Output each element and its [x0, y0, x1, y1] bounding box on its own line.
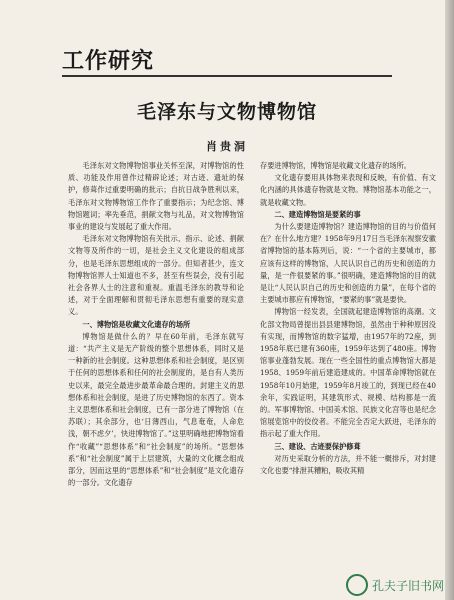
left-column	[68, 160, 244, 489]
seal-icon	[346, 574, 368, 596]
article-title: 毛泽东与文物博物馆	[136, 101, 317, 123]
section-rule	[62, 75, 392, 77]
watermark-text: 孔夫子旧书网	[371, 578, 444, 593]
paragraph: 毛泽东对文物博物馆事业关怀至深，对博物馆的性质、功能及作用曾作过精辟论述；对古迹、遗址的保护，修葺作过重要明确的批示；自抗日战争胜利以来，毛泽东对文物博物馆工作作了重要指示；为纪念馆、博物馆题词；率先垂范，捐献文物与礼品，对文物博物馆事业的建设与发展起了重大作用。	[68, 161, 244, 232]
paragraph: 为什么要建造博物馆？建造博物馆的目的与价值何在？在什么地方建？1958年9月17日当毛泽东视察安徽省博物馆的基本陈列后，说：“一个省的主要城市，都应该有这样的博物馆，人民认识自己的历史和创造的力量，是一件很要紧的事。”很明确，建造博物馆的目的就是让“人民认识自己的历史和创造的力量”，在每个省的主要城市都应有博物馆，“要紧的事”就是要快。	[260, 222, 436, 305]
watermark	[346, 574, 444, 596]
paragraph: 对历史采取分析的方法，并不能一概排斥，对封建文化也要“排泄其糟粕，吸收其精	[260, 453, 436, 476]
subheading: 二、建造博物馆是要紧的事	[274, 209, 361, 219]
subheading: 三、建设、古迹要保护修葺	[274, 441, 361, 451]
paragraph: 文化遗存要用具体物来表现和反映，有价值、有文化内涵的具体遗存物就是文物。博物馆基本功能之一，就是收藏文物。	[260, 173, 436, 207]
section-heading: 工作研究	[62, 48, 155, 74]
paragraph: 存要进博物馆，博物馆是收藏文化遗存的场所。	[260, 161, 411, 170]
subheading: 一、博物馆是收藏文化遗存的场所	[82, 319, 191, 329]
article-author: 肖贵洞	[206, 140, 248, 153]
paragraph: 博物馆一经发表，全国就起建造博物馆的高潮。文化部文物局曾提出县县建博物馆，虽然由于种种原因没有实现，而博物馆的数字猛增，由1957年的72座，到1958年底已建有360座，1959年达到了480座。博物馆事业蓬勃发展。现在一些全国性的重点博物馆大都是1958、1959年前后建造建成的。中国革命博物馆就在1958年10月始建，1959年8月竣工的，到现已经在40余年，实践证明，其建筑形式、规模、结构都是一流的。军事博物馆、中国美术馆、民族文化宫等也是纪念馆展览馆中的佼佼者。不能完全否定大跃进，毛泽东的指示起了重大作用。	[260, 307, 436, 439]
paragraph: 博物馆是做什么的？早在60年前，毛泽东就写道：“共产主义是无产阶级的整个思想体系，同时又是一种新的社会制度。这种思想体系和社会制度，是区别于任何的思想体系和任何的社会制度的，是自有人类历史以来，最完全最进步最革命最合理的。封建主义的思想体系和社会制度，是进了历史博物馆的东西了。资本主义思想体系和社会制度，已有一部分进了博物馆（在苏联）；其余部分，也‘日薄西山，气息奄奄，人命危浅，朝不虑夕’，快进博物馆了。”这里明确地把博物馆看作“收藏”“思想体系”和“社会制度”的场所。“思想体系”和“社会制度”属于上层建筑，大量的文化概念组成部分，因而这里的“思想体系”和“社会制度”是文化遗存的一部分。文化遗存	[68, 331, 244, 488]
paragraph: 毛泽东对文物博物馆有关批示、指示、论述、捐献文物等及所作的一切，是社会主义文化建设的组成部分，也是毛泽东思想组成的一部分。但知者甚少，连文物博物馆界人士知道也不多，甚至有些误会，没有引起社会各界人士的注意和重视。重温毛泽东的教导和论述，对于全面理解和贯彻毛泽东思想有重要的现实意义。	[68, 234, 244, 317]
right-column	[260, 160, 436, 477]
page-edge	[445, 0, 454, 600]
